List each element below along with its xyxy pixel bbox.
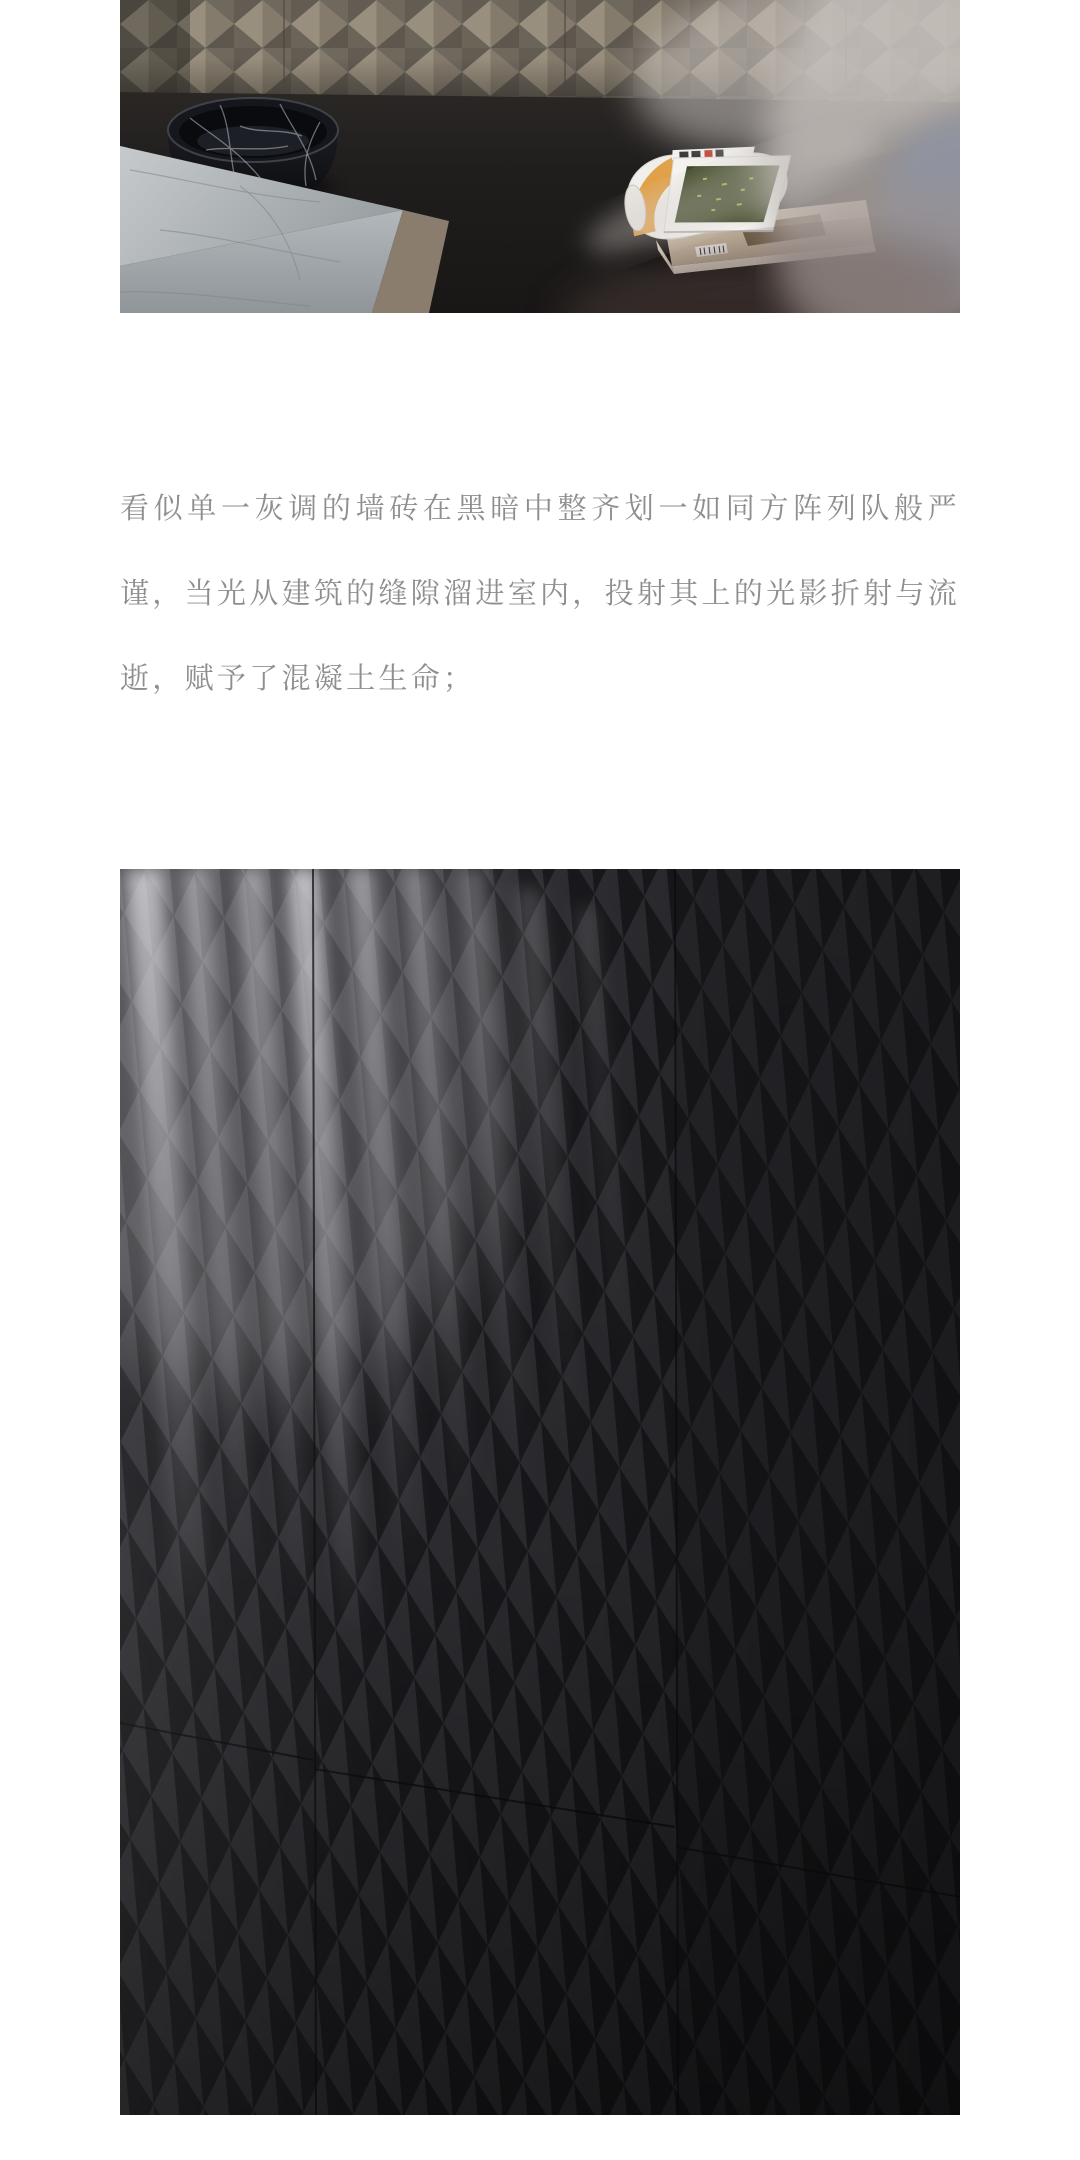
paragraph-line-3: 逝，赋予了混凝土生命； bbox=[120, 663, 476, 695]
article-paragraph bbox=[120, 467, 960, 722]
vertical-shade bbox=[120, 869, 960, 2115]
top-photo[interactable] bbox=[120, 0, 960, 313]
bottom-photo-canvas bbox=[120, 869, 960, 2115]
top-photo-canvas bbox=[120, 0, 960, 313]
paragraph-line-1: 看似单一灰调的墙砖在黑暗中整齐划一如同方阵列队般严 bbox=[120, 493, 960, 525]
bottom-photo[interactable] bbox=[120, 869, 960, 2115]
paragraph-line-2: 谨，当光从建筑的缝隙溜进室内，投射其上的光影折射与流 bbox=[120, 578, 960, 610]
